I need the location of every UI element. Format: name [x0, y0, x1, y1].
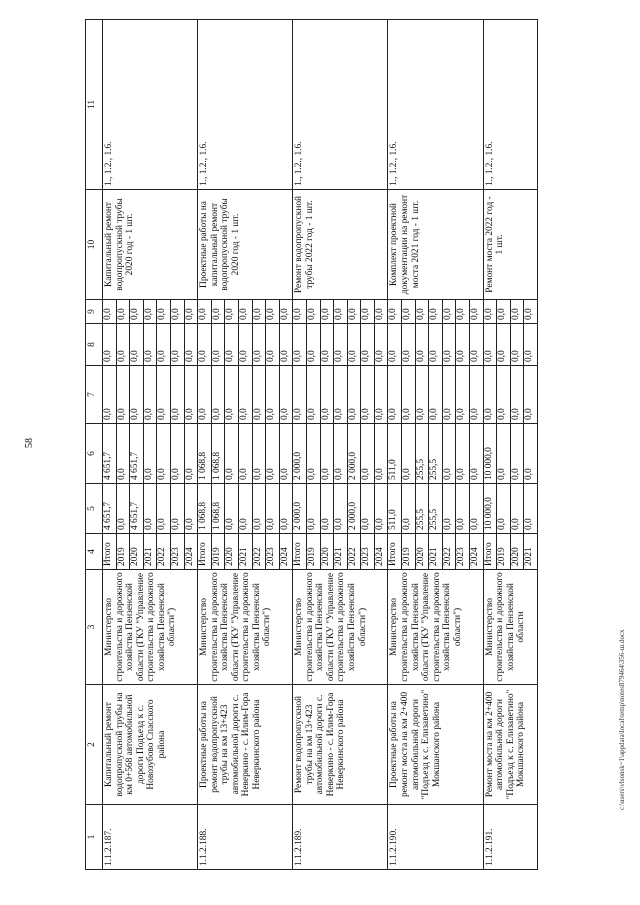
- amount-cell: 0,0: [266, 366, 280, 423]
- amount-cell: 0,0: [511, 324, 525, 365]
- year-cell: 2023: [266, 534, 280, 569]
- amount-cell: 0,0: [456, 324, 470, 365]
- amount-cell: 0,0: [198, 366, 212, 423]
- amount-cell: 2 000,0: [293, 424, 307, 483]
- amount-cell: 0,0: [253, 324, 267, 365]
- amount-list: [293, 424, 388, 484]
- header-cell: 1: [86, 805, 103, 870]
- amount-cell: 0,0: [443, 366, 457, 423]
- target-reference: 1., 1.2., 1.6.: [103, 20, 198, 190]
- amount-cell: 0,0: [416, 324, 430, 365]
- header-cell: 9: [86, 300, 103, 324]
- target-reference: 1., 1.2., 1.6.: [198, 20, 293, 190]
- amount-cell: 0,0: [103, 366, 117, 423]
- amount-cell: 0,0: [157, 424, 171, 483]
- amount-cell: 0,0: [361, 366, 375, 423]
- amount-cell: 0,0: [361, 424, 375, 483]
- amount-cell: 0,0: [184, 408, 195, 420]
- year-cell: Итого: [293, 534, 307, 569]
- year-cell: 2024: [374, 547, 385, 566]
- file-path-footer: c:\users\vlsonsk~1\appdata\local\temp\notes879464\356-ш.docx: [618, 629, 626, 810]
- amount-list: [198, 424, 293, 484]
- amount-cell: 0,0: [321, 300, 335, 323]
- table-row: [103, 20, 198, 870]
- amount-cell: 0,0: [144, 484, 158, 533]
- year-cell: 2021: [144, 534, 158, 569]
- amount-cell: 0,0: [307, 424, 321, 483]
- amount-cell: 0,0: [293, 366, 307, 423]
- amount-cell: 0,0: [117, 484, 131, 533]
- amount-cell: 0,0: [279, 350, 290, 362]
- amount-cell: 0,0: [157, 484, 171, 533]
- amount-cell: 0,0: [253, 484, 267, 533]
- amount-cell: 0,0: [184, 518, 195, 530]
- amount-cell: 0,0: [470, 350, 481, 362]
- amount-cell: 0,0: [456, 300, 470, 323]
- amount-cell: 0,0: [171, 300, 185, 323]
- year-list: [103, 534, 198, 570]
- measure-name: Проектные работы на ремонт моста на км 2+400 автомобильной дороги "Подъезд к с. Елизаветино" Мокшанского района: [388, 685, 483, 805]
- header-row: [86, 20, 103, 870]
- year-cell: 2022: [443, 534, 457, 569]
- executor: Министерство строительства и дорожного хозяйства Пензенской области: [483, 570, 537, 685]
- amount-cell: 255,5: [416, 424, 430, 483]
- amount-cell: 2 000,0: [348, 424, 362, 483]
- amount-list: [103, 484, 198, 534]
- program-table: [85, 19, 538, 870]
- year-cell: 2021: [239, 534, 253, 569]
- amount-cell: 0,0: [117, 424, 131, 483]
- amount-cell: 0,0: [266, 424, 280, 483]
- amount-cell: 0,0: [307, 366, 321, 423]
- year-list: [483, 534, 537, 570]
- amount-cell: 0,0: [117, 300, 131, 323]
- amount-cell: 255,5: [416, 484, 430, 533]
- amount-cell: 0,0: [497, 484, 511, 533]
- page-number: 58: [24, 438, 35, 448]
- amount-cell: 0,0: [524, 408, 535, 420]
- amount-cell: 0,0: [253, 366, 267, 423]
- amount-cell: 0,0: [334, 484, 348, 533]
- amount-cell: 0,0: [321, 366, 335, 423]
- amount-cell: 0,0: [402, 424, 416, 483]
- amount-cell: 0,0: [307, 324, 321, 365]
- amount-cell: 0,0: [348, 300, 362, 323]
- rotated-table-frame: [85, 20, 605, 870]
- amount-cell: 0,0: [279, 308, 290, 320]
- amount-cell: 4 651,7: [103, 484, 117, 533]
- amount-cell: 0,0: [266, 300, 280, 323]
- amount-cell: 0,0: [157, 300, 171, 323]
- amount-cell: 0,0: [239, 324, 253, 365]
- year-cell: 2020: [225, 534, 239, 569]
- year-list: [293, 534, 388, 570]
- amount-list: [293, 366, 388, 424]
- year-cell: 2022: [348, 534, 362, 569]
- amount-cell: 4 651,7: [130, 484, 144, 533]
- header-cell: 3: [86, 570, 103, 685]
- amount-cell: 0,0: [470, 308, 481, 320]
- amount-cell: 0,0: [198, 300, 212, 323]
- executor: Министерство строительства и дорожного хозяйства Пензенской области (ГКУ "Управление строительства и дорожного хозяйства Пензенской области"): [103, 570, 198, 685]
- year-cell: 2020: [130, 534, 144, 569]
- amount-cell: 0,0: [157, 324, 171, 365]
- year-cell: 2024: [470, 547, 481, 566]
- amount-cell: 255,5: [429, 424, 443, 483]
- amount-cell: 0,0: [348, 366, 362, 423]
- amount-list: [103, 324, 198, 366]
- amount-cell: 0,0: [443, 300, 457, 323]
- year-cell: 2021: [524, 547, 535, 566]
- amount-cell: 0,0: [212, 300, 226, 323]
- amount-cell: 0,0: [443, 484, 457, 533]
- amount-cell: 0,0: [524, 308, 535, 320]
- amount-cell: 2 000,0: [348, 484, 362, 533]
- year-cell: 2019: [307, 534, 321, 569]
- amount-cell: 0,0: [212, 324, 226, 365]
- year-cell: Итого: [388, 534, 402, 569]
- amount-cell: 0,0: [361, 324, 375, 365]
- amount-cell: 0,0: [279, 518, 290, 530]
- amount-list: [483, 484, 537, 534]
- amount-cell: 0,0: [225, 424, 239, 483]
- year-list: [388, 534, 483, 570]
- amount-cell: 0,0: [334, 366, 348, 423]
- row-id: 1.1.2.189.: [293, 805, 388, 870]
- amount-cell: 0,0: [374, 308, 385, 320]
- amount-list: [388, 324, 483, 366]
- amount-cell: 0,0: [225, 324, 239, 365]
- target-reference: 1., 1.2., 1.6.: [483, 20, 537, 190]
- amount-cell: 0,0: [279, 468, 290, 480]
- amount-cell: 0,0: [497, 366, 511, 423]
- amount-cell: 0,0: [484, 366, 498, 423]
- year-cell: 2019: [212, 534, 226, 569]
- amount-cell: 0,0: [416, 366, 430, 423]
- header-cell: 8: [86, 324, 103, 366]
- amount-cell: 0,0: [470, 518, 481, 530]
- amount-cell: 0,0: [524, 518, 535, 530]
- amount-cell: 0,0: [239, 484, 253, 533]
- amount-cell: 0,0: [144, 324, 158, 365]
- amount-list: [483, 324, 537, 366]
- year-cell: 2023: [171, 534, 185, 569]
- amount-cell: 0,0: [171, 366, 185, 423]
- year-cell: 2023: [361, 534, 375, 569]
- year-cell: 2020: [321, 534, 335, 569]
- amount-cell: 4 651,7: [103, 424, 117, 483]
- result-indicator: Капитальный ремонт водопропускной трубы 2020 год - 1 шт.: [103, 190, 198, 300]
- amount-cell: 0,0: [374, 350, 385, 362]
- amount-cell: 0,0: [497, 300, 511, 323]
- target-reference: 1., 1.2., 1.6.: [388, 20, 483, 190]
- amount-list: [483, 300, 537, 324]
- amount-cell: 255,5: [429, 484, 443, 533]
- header-cell: 2: [86, 685, 103, 805]
- measure-name: Проектные работы на ремонт водопропускной трубы на км 13+423 автомобильной дороги с. Неверкино - с. Илим-Гора Неверкинского района: [198, 685, 293, 805]
- year-cell: Итого: [103, 534, 117, 569]
- amount-cell: 0,0: [184, 468, 195, 480]
- year-cell: 2021: [429, 534, 443, 569]
- amount-list: [198, 366, 293, 424]
- amount-cell: 0,0: [456, 424, 470, 483]
- amount-cell: 0,0: [402, 484, 416, 533]
- year-cell: 2022: [157, 534, 171, 569]
- amount-cell: 0,0: [307, 484, 321, 533]
- table-row: [198, 20, 293, 870]
- amount-cell: 4 651,7: [130, 424, 144, 483]
- target-reference: 1., 1.2., 1.6.: [293, 20, 388, 190]
- header-cell: 6: [86, 424, 103, 484]
- amount-cell: 0,0: [130, 366, 144, 423]
- amount-list: [293, 484, 388, 534]
- amount-cell: 0,0: [429, 324, 443, 365]
- amount-cell: 0,0: [212, 366, 226, 423]
- executor: Министерство строительства и дорожного хозяйства Пензенской области (ГКУ "Управление строительства и дорожного хозяйства Пензенской области"): [293, 570, 388, 685]
- amount-list: [198, 300, 293, 324]
- amount-cell: 0,0: [225, 366, 239, 423]
- amount-cell: 0,0: [279, 408, 290, 420]
- amount-cell: 0,0: [253, 424, 267, 483]
- amount-cell: 0,0: [171, 484, 185, 533]
- amount-cell: 0,0: [225, 484, 239, 533]
- amount-cell: 0,0: [470, 468, 481, 480]
- amount-cell: 10 000,0: [484, 484, 498, 533]
- amount-cell: 0,0: [171, 424, 185, 483]
- amount-cell: 0,0: [334, 324, 348, 365]
- amount-cell: 0,0: [184, 350, 195, 362]
- amount-cell: 0,0: [239, 300, 253, 323]
- amount-cell: 0,0: [130, 300, 144, 323]
- amount-list: [103, 424, 198, 484]
- measure-name: Ремонт водопропускной трубы на км 13+423 автомобильной дороги с. Неверкино - с. Илим-Гора Неверкинского района: [293, 685, 388, 805]
- amount-list: [483, 424, 537, 484]
- amount-cell: 0,0: [388, 324, 402, 365]
- amount-cell: 0,0: [524, 468, 535, 480]
- year-cell: 2023: [456, 534, 470, 569]
- amount-cell: 0,0: [171, 324, 185, 365]
- amount-cell: 511,0: [388, 424, 402, 483]
- amount-cell: 0,0: [184, 308, 195, 320]
- header-cell: 11: [86, 20, 103, 190]
- table-row: [483, 20, 537, 870]
- amount-cell: 0,0: [443, 424, 457, 483]
- amount-cell: 0,0: [198, 324, 212, 365]
- header-cell: 7: [86, 366, 103, 424]
- year-cell: 2021: [334, 534, 348, 569]
- row-id: 1.1.2.190.: [388, 805, 483, 870]
- amount-cell: 0,0: [388, 300, 402, 323]
- year-cell: 2019: [497, 534, 511, 569]
- amount-cell: 10 000,0: [484, 424, 498, 483]
- amount-cell: 0,0: [293, 300, 307, 323]
- amount-cell: 0,0: [348, 324, 362, 365]
- amount-cell: 0,0: [144, 366, 158, 423]
- amount-cell: 0,0: [484, 300, 498, 323]
- amount-cell: 0,0: [103, 300, 117, 323]
- amount-cell: 0,0: [144, 424, 158, 483]
- amount-cell: 0,0: [293, 324, 307, 365]
- amount-cell: 0,0: [374, 408, 385, 420]
- amount-cell: 0,0: [402, 366, 416, 423]
- amount-cell: 0,0: [511, 424, 525, 483]
- amount-list: [198, 324, 293, 366]
- amount-list: [103, 300, 198, 324]
- result-indicator: Проектные работы на капитальный ремонт водопропускной трубы 2020 год - 1 шт.: [198, 190, 293, 300]
- amount-cell: 0,0: [321, 424, 335, 483]
- amount-cell: 0,0: [361, 300, 375, 323]
- amount-cell: 1 068,8: [198, 424, 212, 483]
- year-cell: 2019: [402, 534, 416, 569]
- amount-cell: 0,0: [117, 366, 131, 423]
- amount-cell: 0,0: [456, 484, 470, 533]
- year-cell: 2020: [416, 534, 430, 569]
- amount-cell: 0,0: [374, 468, 385, 480]
- header-cell: 4: [86, 534, 103, 570]
- result-indicator: Комплект проектной документации на ремонт моста 2021 год - 1 шт.: [388, 190, 483, 300]
- year-cell: 2024: [184, 547, 195, 566]
- year-cell: Итого: [198, 534, 212, 569]
- amount-cell: 0,0: [456, 366, 470, 423]
- amount-cell: 0,0: [388, 366, 402, 423]
- executor: Министерство строительства и дорожного хозяйства Пензенской области (ГКУ "Управление строительства и дорожного хозяйства Пензенской области"): [198, 570, 293, 685]
- amount-cell: 0,0: [266, 324, 280, 365]
- amount-cell: 1 068,8: [198, 484, 212, 533]
- year-cell: 2019: [117, 534, 131, 569]
- year-cell: 2020: [511, 534, 525, 569]
- year-cell: 2024: [279, 547, 290, 566]
- amount-list: [388, 484, 483, 534]
- amount-cell: 0,0: [429, 366, 443, 423]
- amount-cell: 0,0: [334, 424, 348, 483]
- amount-cell: 0,0: [253, 300, 267, 323]
- amount-list: [388, 366, 483, 424]
- year-cell: Итого: [484, 534, 498, 569]
- amount-cell: 0,0: [117, 324, 131, 365]
- amount-cell: 0,0: [511, 484, 525, 533]
- amount-cell: 0,0: [239, 424, 253, 483]
- amount-list: [483, 366, 537, 424]
- amount-cell: 0,0: [511, 366, 525, 423]
- amount-cell: 511,0: [388, 484, 402, 533]
- amount-list: [198, 484, 293, 534]
- amount-cell: 0,0: [266, 484, 280, 533]
- amount-cell: 0,0: [144, 300, 158, 323]
- header-cell: 10: [86, 190, 103, 300]
- amount-list: [293, 300, 388, 324]
- amount-cell: 0,0: [307, 300, 321, 323]
- result-indicator: Ремонт моста 2022 год - 1 шт.: [483, 190, 537, 300]
- amount-cell: 0,0: [402, 300, 416, 323]
- amount-cell: 0,0: [429, 300, 443, 323]
- amount-cell: 0,0: [321, 324, 335, 365]
- amount-cell: 0,0: [443, 324, 457, 365]
- amount-cell: 0,0: [321, 484, 335, 533]
- amount-cell: 0,0: [225, 300, 239, 323]
- amount-list: [103, 366, 198, 424]
- header-cell: 5: [86, 484, 103, 534]
- amount-list: [388, 300, 483, 324]
- amount-cell: 0,0: [103, 324, 117, 365]
- amount-cell: 0,0: [361, 484, 375, 533]
- amount-cell: 0,0: [334, 300, 348, 323]
- result-indicator: Ремонт водопропускной трубы 2022 год - 1 шт.: [293, 190, 388, 300]
- year-list: [198, 534, 293, 570]
- amount-cell: 0,0: [157, 366, 171, 423]
- amount-cell: 0,0: [497, 424, 511, 483]
- measure-name: Ремонт моста на км 2+400 автомобильной дороги "Подъезд к с. Елизаветино" Мокшанского района: [483, 685, 537, 805]
- amount-cell: 2 000,0: [293, 484, 307, 533]
- amount-cell: 0,0: [130, 324, 144, 365]
- amount-cell: 0,0: [470, 408, 481, 420]
- amount-cell: 0,0: [511, 300, 525, 323]
- amount-list: [293, 324, 388, 366]
- year-cell: 2022: [253, 534, 267, 569]
- amount-cell: 0,0: [239, 366, 253, 423]
- amount-cell: 0,0: [402, 324, 416, 365]
- amount-cell: 0,0: [484, 324, 498, 365]
- amount-cell: 1 068,8: [212, 424, 226, 483]
- measure-name: Капитальный ремонт водопропускной трубы на км 0+568 автомобильной дороги Подъезд к с. Новозубово Спасского района: [103, 685, 198, 805]
- amount-list: [388, 424, 483, 484]
- table-row: [388, 20, 483, 870]
- amount-cell: 0,0: [497, 324, 511, 365]
- amount-cell: 0,0: [374, 518, 385, 530]
- row-id: 1.1.2.187.: [103, 805, 198, 870]
- row-id: 1.1.2.188.: [198, 805, 293, 870]
- table-row: [293, 20, 388, 870]
- executor: Министерство строительства и дорожного хозяйства Пензенской области (ГКУ "Управление строительства и дорожного хозяйства Пензенской области"): [388, 570, 483, 685]
- amount-cell: 1 068,8: [212, 484, 226, 533]
- amount-cell: 0,0: [416, 300, 430, 323]
- row-id: 1.1.2.191.: [483, 805, 537, 870]
- amount-cell: 0,0: [524, 350, 535, 362]
